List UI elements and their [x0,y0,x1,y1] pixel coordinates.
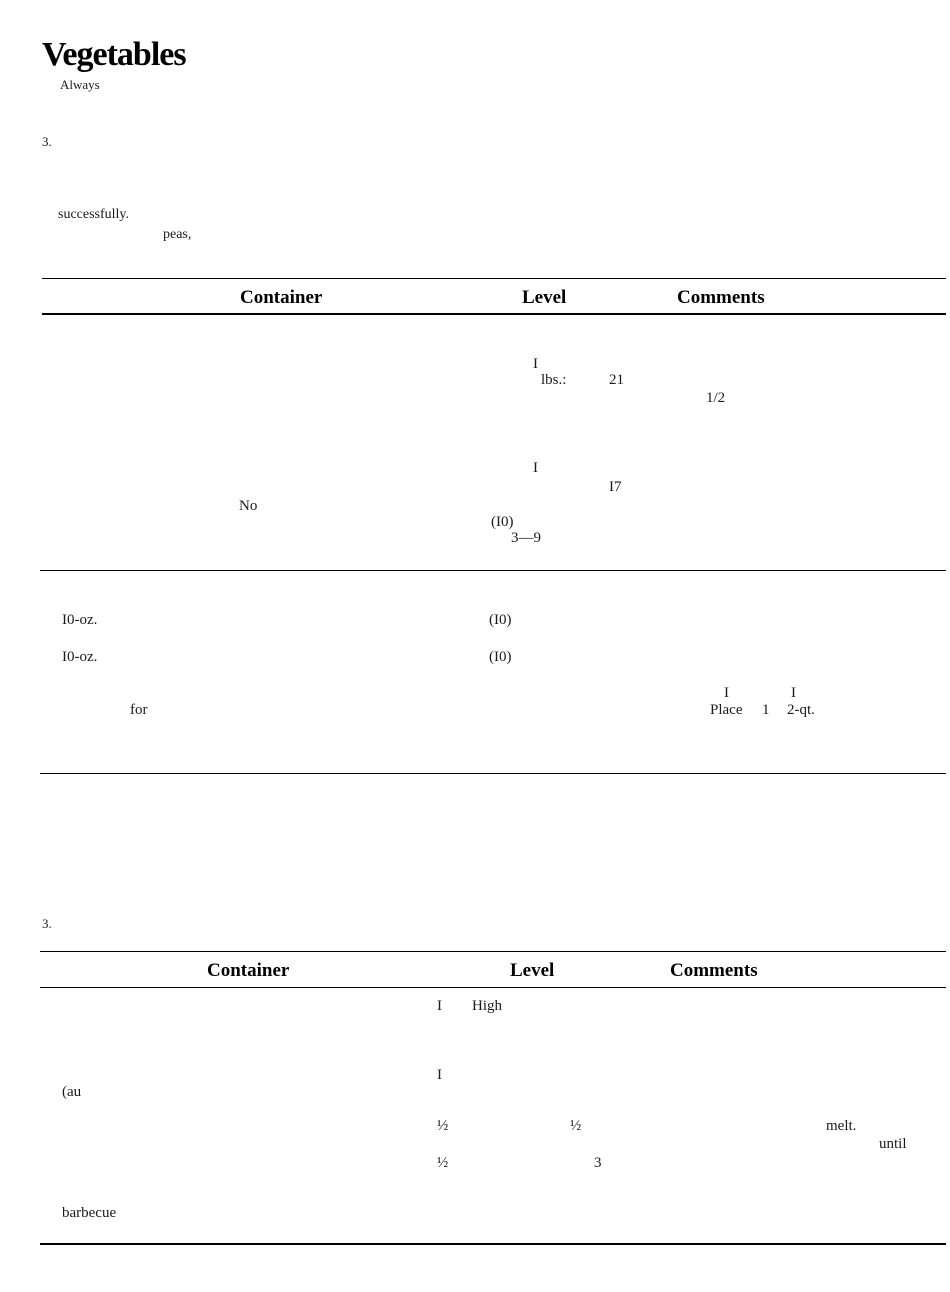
intro-step-number: 3. [42,134,52,149]
page-title: Vegetables [42,36,186,73]
table2-cell: ½ [570,1118,582,1134]
table1-cell: for [130,702,148,718]
table1-top-rule [42,278,946,279]
intro-text-peas: peas, [163,227,192,242]
table2-cell: until [879,1136,907,1152]
table1-header-rule [42,313,946,315]
table2-cell: 3 [594,1155,602,1171]
table2-cell: I [437,1067,442,1083]
table1-section-rule [40,570,946,571]
table2-cell: barbecue [62,1205,117,1221]
table1-cell: I0-oz. [62,649,98,665]
table2-header-container: Container [207,960,290,981]
table2-cell: High [472,998,502,1014]
table2-bottom-rule [40,1243,946,1245]
table2-cell: melt. [826,1118,857,1134]
intro-text-successfully: successfully. [58,207,130,222]
table1-cell: No [239,498,258,514]
table2-cell: ½ [437,1118,449,1134]
table2-cell: (au [62,1084,82,1100]
table1-cell: I [724,685,729,701]
table1-header-level: Level [522,287,567,308]
table1-cell: I [791,685,796,701]
table1-cell: lbs.: [541,372,567,388]
table1-cell: (I0) [489,649,512,665]
table1-cell: I0-oz. [62,612,98,628]
table1-bottom-rule [40,773,946,774]
table2-header-level: Level [510,960,555,981]
step-number: 3. [42,916,52,931]
table1-cell: (I0) [489,612,512,628]
table1-cell: Place [710,702,743,718]
table2-top-rule [40,951,946,952]
table2-cell: I [437,998,442,1014]
table1-cell: I7 [609,479,622,495]
table2-header-rule [40,987,946,988]
table2-cell: ½ [437,1155,449,1171]
table1-cell: 1 [762,702,770,718]
table1-header-comments: Comments [677,287,765,308]
table1-cell: (I0) [491,514,514,530]
table1-header-container: Container [240,287,323,308]
table1-cell: I [533,460,538,476]
table1-cell: 21 [609,372,624,388]
table1-cell: 3—9 [511,530,541,546]
table1-cell: I [533,356,538,372]
table1-cell: 2-qt. [787,702,815,718]
table1-cell: 1/2 [706,390,726,406]
table2-header-comments: Comments [670,960,758,981]
intro-text-always: Always [60,77,100,92]
